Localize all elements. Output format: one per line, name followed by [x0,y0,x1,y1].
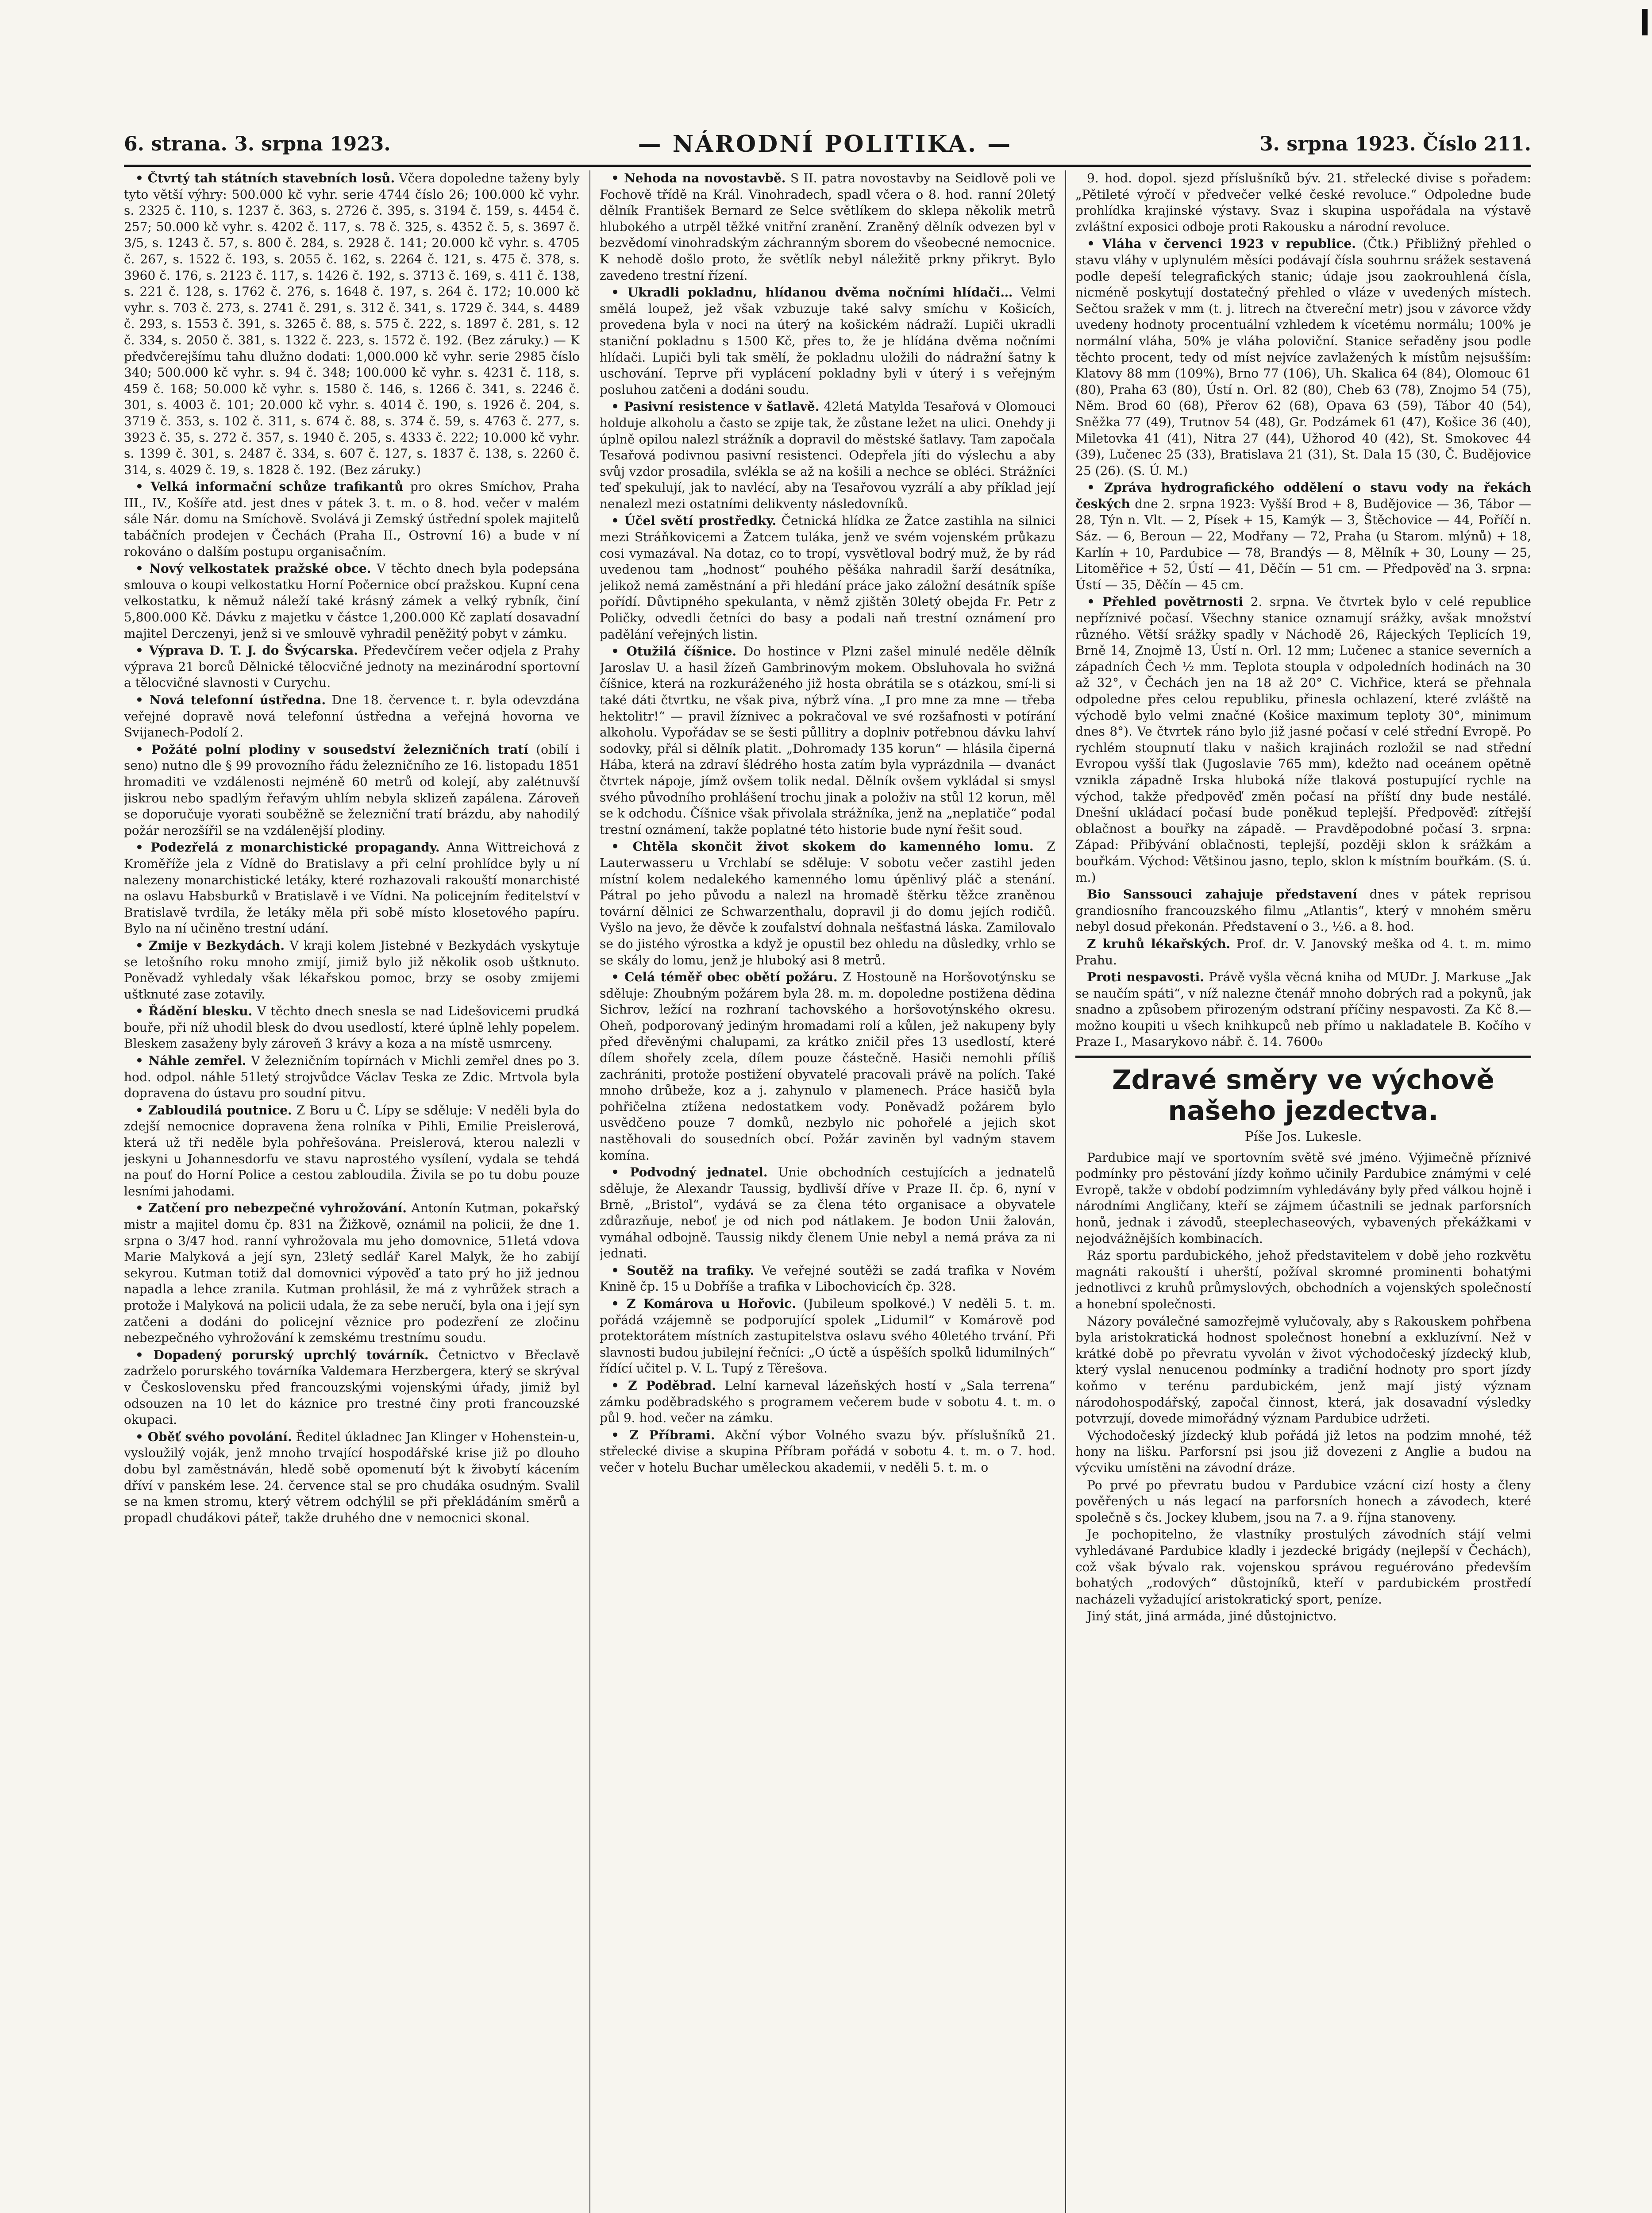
article-body: S II. patra novostavby na Seidlově poli ve Fochově třídě na Král. Vinohradech, spadl včera o 8. hod. ranní 20letý dělník František Bernard ze Selce světlíkem do sklepa několik metrů hlubokého a utrpěl těžké vnitřní zranění. Zraněný dělník odvezen byl v bezvědomí vinohradským záchranným sborem do všeobecné nemocnice. K nehodě došlo proto, že světlík nebyl náležitě prkny přikryt. Bylo zavedeno trestní řízení. [600,171,1055,283]
article-body: Lelní karneval lázeňských hostí v „Sala terrena“ zámku poděbradského s programem večerem bude v sobotu 4. t. m. o půl 9. hod. večer na zámku. [600,1378,1055,1426]
article [124,1053,580,1102]
article-headline: • Náhle zemřel. [135,1053,246,1068]
article-headline: Z kruhů lékařských. [1087,936,1231,951]
article-body: pro okres Smíchov, Praha III., IV., Košíře atd. jest dnes v pátek 3. t. m. o 8. hod. večer v malém sále Nár. domu na Smíchově. Svolává ji Zemský ústřední spolek majitelů tabáčních prodejen v Čechách (Praha II., Ostrovní 16) a bude v ní rokováno o dalším postupu organisačním. [124,479,580,559]
article [600,839,1055,968]
feature-author: Píše Jos. Lukesle. [1244,1129,1362,1145]
feature-body [1075,1150,1531,1625]
article-headline: • Z Příbrami. [611,1427,715,1442]
article-headline: • Zatčení pro nebezpečné vyhrožování. [135,1201,407,1216]
column-3-news [1075,170,1531,1050]
article-headline: • Nehoda na novostavbě. [611,171,786,185]
article-body: Unie obchodních cestujících a jednatelů sděluje, že Alexandr Taussig, bydlivší dříve v Praze II. čp. 6, nyní v Brně, „Bristol“, vydává se za člena této organisace a obyvatele zdůrazňuje, neboť je od nich pod nátlakem. Je bodon Unii žalován, vymáhal odbojně. Taussig nikdy členem Unie nebyl a nemá práva za ni jednati. [600,1165,1055,1261]
article-headline: • Zabloudilá poutnice. [135,1103,292,1118]
article-body: V železničním topírnách v Michli zemřel dnes po 3. hod. odpol. náhle 51letý strojvůdce Václav Teska ze Zdic. Mrtvola byla dopravena do ústavu pro soudní pitvu. [124,1053,580,1101]
article-body: (obilí i seno) nutno dle § 99 provozního řádu železničního ze 16. listopadu 1851 hromaditi ve vzdálenosti nejméně 60 metrů od kolejí, aby zalétnuvší jiskrou nebo spadlým řeřavým uhlím nebyla sklizeň zapálena. Zároveň se doporučuje vyorati souběžně se železniční tratí brázdu, aby nahodilý požár nerozšířil se na vzdálenější plodiny. [124,742,580,838]
article [124,1003,580,1052]
article-body: Antonín Kutman, pokařský mistr a majitel domu čp. 831 na Žižkově, oznámil na policii, že dne 1. srpna o 3/47 hod. ranní vyhrožovala mu jeho domovnice, 51letá vdova Marie Malyková a její syn, 23letý sedlář Karel Malyk, že ho zabijí sekyrou. Kutman totiž dal domovnici výpověď a tato prý ho již jednou napadla a lehce zranila. Kutman prohlásil, že má z vyhrůžek strach a protože i Malyková na policii udala, že za sebe neručí, byla ona i její syn zatčeni a dodáni do policejní věznice pro podezření ze zločinu nebezpečného vyhrožování k zemskému trestnímu soudu. [124,1201,580,1346]
article-headline: • Čtvrtý tah státních stavebních losů. [135,171,395,185]
article [600,969,1055,1164]
article [600,1263,1055,1295]
article-headline: • Účel světí prostředky. [611,513,777,528]
feature-paragraph: Po prvé po převratu budou v Pardubice vzácní cizí hosty a členy pověřených u nás legací na parforsních honech a závodech, které společně s čs. Jockey klubem, jsou na 7. a 9. října stanoveny. [1075,1477,1531,1525]
article [600,1427,1055,1476]
article-body: 9. hod. dopol. sjezd příslušníků býv. 21. střelecké divise s pořadem: „Pětileté výročí v předvečer velké české revoluce.“ Odpoledne bude prohlídka krajinské výstavy. Svaz i skupina uspořádala na výstavě zvláštní exposici odboje proti Rakousku a národní revoluce. [1075,171,1531,234]
article [600,1164,1055,1262]
article-headline: • Nová telefonní ústředna. [135,693,326,707]
article-headline: • Chtěla skončit život skokem do kamenného lomu. [611,839,1034,854]
page-header [124,128,1531,159]
header-right: 3. srpna 1923. Číslo 211. [1259,132,1531,155]
page-edge-mark [1642,9,1648,35]
article-body: Četnictvo v Břeclavě zadrželo porurského továrníka Valdemara Herzbergera, který se skrýval v Československu před francouzskými vojenskými úřady, jimiž byl odsouzen na 10 let do káznice pro trestné činy proti francouzské okupaci. [124,1347,580,1427]
article-headline: • Podezřelá z monarchistické propagandy. [135,840,440,855]
article-headline: • Pasivní resistence v šatlavě. [611,399,820,414]
column-3 [1075,170,1531,2213]
article-headline: • Zpráva hydrografického oddělení o stavu vody na řekách českých [1075,480,1531,511]
column-2 [600,170,1055,2213]
feature-paragraph: Východočeský jízdecký klub pořádá již letos na podzim mnohé, též hony na lišku. Parforsní psi jsou již dovezeni z Anglie a budou na výcviku umístěni na závodní dráze. [1075,1428,1531,1475]
article-body: Ve veřejné soutěži se zadá trafika v Novém Knině čp. 15 u Dobříše a trafika v Libochovicích čp. 328. [600,1263,1055,1294]
article-body: Dne 18. července t. r. byla odevzdána veřejné dopravě nová telefonní ústředna a veřejná hovorna ve Svijanech-Podolí 2. [124,693,580,740]
article-headline: • Výprava D. T. J. do Švýcarska. [135,643,358,658]
article-body: Z Boru u Č. Lípy se sděluje: V neděli byla do zdejší nemocnice dopravena žena rolníka v Pihli, Emilie Preislerová, která už tři neděle byla pohřešována. Preislerová, kterou nalezli v jeskyni u Johannesdorfu ve stavu naprostého vysílení, vydala se tehdá na pouť do Horní Police a cestou zabloudila. Živila se po tu dobu pouze lesními jahodami. [124,1103,580,1199]
article-body: Právě vyšla věcná kniha od MUDr. J. Markuse „Jak se naučím spáti“, v níž nalezne čtenář mnoho dobrých rad a pokynů, jak snadno a způsobem přirozeným odstraní příčiny nespavosti. Za Kč 8.— možno koupiti u všech knihkupců neb přímo u nakladatele B. Kočího v Praze I., Masarykovo nábř. č. 14. 7600₀ [1075,970,1531,1049]
article-headline: Bio Sanssouci zahajuje představení [1087,887,1357,902]
feature-paragraph: Jiný stát, jiná armáda, jiné důstojnictvo. [1087,1609,1337,1624]
article-headline: • Nový velkostatek pražské obce. [135,561,371,576]
article [600,513,1055,643]
feature-rule [1075,1056,1531,1058]
article [124,479,580,560]
article-headline: • Vláha v červenci 1923 v republice. [1087,236,1356,251]
column-divider [589,170,590,2213]
article-headline: • Celá téměř obec obětí požáru. [611,970,838,985]
article-body: V těchto dnech byla podepsána smlouva o koupi velkostatku Horní Počernice obcí pražskou. Kupní cena velkostatku, k němuž náleží také krásný zámek a velký rybník, činí 5,800.000 Kč. Dávku z majetku v částce 1,200.000 Kč zaplatí dosavadní majitel Derczenyi, jenž si ve smlouvě vyhradil peněžitý pobyt v zámku. [124,561,580,641]
article [124,692,580,741]
article-body: V těchto dnech snesla se nad Lidešovicemi prudká bouře, při níž uhodil blesk do dvou usedlostí, které úplně lehly popelem. Bleskem zasaženy byly zároveň 3 krávy a koza a na místě usmrceny. [124,1004,580,1051]
article-body: 42letá Matylda Tesařová v Olomouci holduje alkoholu a často se zpije tak, že zůstane ležet na ulici. Onehdy ji úplně opilou nalezl strážník a dopravil do městské šatlavy. Tam započala Tesařová podivnou pasivní resistenci. Odepřela jíti do výslechu a aby svůj vzdor prosadila, svlékla se až na košili a nechce se obléci. Strážníci teď spekulují, jak to navlécí, aby na Tesařovou vyzrálí a aby příklad její nenalezl mezi ostatními delikventy následovníků. [600,399,1055,511]
article [1075,170,1531,235]
article-body: (Čtk.) Přibližný přehled o stavu vláhy v uplynulém měsíci podávají čísla souhrnu srážek sestavená podle depeší telegrafických stanic; údaje jsou zaokrouhlená čísla, nicméně poskytují dostatečný přehled o vláze v uvedených místech. Sečtou sražek v mm (t. j. litrech na čtvereční metr) jsou v závorce vždy uvedeny hodnoty procentuální vzhledem k vícetému normálu; 100% je normální vláha, 50% je vláha poloviční. Stanice seřaděny jsou podle těchto procent, tedy od míst nejvíce zavlažených k místům nejsušším: Klatovy 88 mm (109%), Brno 77 (106), Uh. Skalica 64 (84), Olomouc 61 (80), Praha 63 (80), Ústí n. Orl. 82 (80), Cheb 63 (78), Znojmo 54 (75), Něm. Brod 60 (68), Přerov 62 (68), Opava 63 (59), Tábor 40 (54), Sněžka 77 (49), Trutnov 54 (48), Gr. Podzámek 61 (47), Košice 36 (40), Miletovka 41 (41), Nitra 27 (44), Užhorod 40 (42), St. Smokovec 44 (39), Lučenec 25 (33), Bratislava 21 (31), St. Dala 15 (30, Č. Budějovice 25 (26). (S. Ú. M.) [1075,236,1531,478]
article [600,399,1055,512]
article-headline: • Velká informační schůze trafikantů [135,479,404,494]
article-headline: Proti nespavosti. [1087,970,1205,985]
article-headline: • Z Komárova u Hořovic. [611,1296,797,1311]
article-body: 2. srpna. Ve čtvrtek bylo v celé republice nepříznivé počasí. Všechny stanice oznamují srážky, avšak množství různého. Větší srážky spadly v Náchodě 26, Rájeckých Teplicích 19, Brně 14, Znojmě 13, Ústí n. Orl. 12 mm; Lučenec a stanice severních a západních Čech ½ mm. Teplota stoupla v odpoledních hodinách na 30 až 32°, v Čechách jen na 18 až 20° C. Vichřice, která se přehnala odpoledne přes celou republiku, přinesla ochlazení, které zvláště na východě bylo velmi značné (Košice maximum teploty 30°, minimum dnes 8°). Ve čtvrtek ráno bylo již jasné počasí v celé střední Evropě. Po rychlém stoupnutí tlaku v našich krajinách rozložil se nad střední Evropou vyšší tlak (Jugoslavie 765 mm), kdežto nad oceánem opětně vznikla západně Irska hluboká níže tlaková postupující rychle na východ, takže předpověď změn počasí na příští dny bude nestálé. Dnešní ukládací počasí bude poněkud teplejší. Předpověď: zítřejší oblačnost a bouřky na západě. — Pravděpodobné počasí 3. srpna: Západ: Přibývání oblačnosti, teplejší, později sklon k srážkám a bouřkám. Východ: Většinou jasno, teplo, sklon k místním bouřkám. (S. ú. m.) [1075,594,1531,885]
header-rule [124,165,1531,167]
article [124,1200,580,1346]
article-body: Předevčírem večer odjela z Prahy výprava 21 borců Dělnické tělocvičné jednoty na mezinárodní sportovní a tělocvičné slavnosti v Curychu. [124,643,580,690]
article-body: Z Lauterwasseru u Vrchlabí se sděluje: V sobotu večer zastihl jeden místní kolem nedalekého kamenného lomu úpěnlivý pláč a stenání. Pátral po jeho původu a nalezl na hromadě štěrku těžce zraněnou tovární dělnici ze Schwarzenthalu, dopravil ji do domu jejích rodičů. Vyšlo na jevo, že děvče k zoufalství dohnala nešťastná láska. Zamilovalo se do jistého výrostka a když je opustil bez ohledu na důsledky, vrhlo se se skály do lomu, jenž je hluboký asi 8 metrů. [600,839,1055,968]
article-body: Anna Wittreichová z Kroměříže jela z Vídně do Bratislavy a při celní prohlídce byly u ní nalezeny monarchistické letáky, které rozhazovali rakouští monarchisté na oslavu Habsburků v Bratislavě i ve Vídni. Na policejním ředitelství v Bratislavě tvrdila, že letáky měla při sobě místo klosetového papíru. Bylo na ní učiněno trestní udání. [124,840,580,936]
article [600,1378,1055,1426]
article-body: Včera dopoledne taženy byly tyto větší výhry: 500.000 kč vyhr. serie 4744 číslo 26; 100.000 kč vyhr. s. 2325 č. 110, s. 1237 č. 363, s. 2726 č. 395, s. 3194 č. 159, s. 4454 č. 257; 50.000 kč vyhr. s. 4202 č. 117, s. 78 č. 325, s. 4352 č. 5, s. 3697 č. 3/5, s. 1243 č. 57, s. 800 č. 284, s. 2928 č. 141; 20.000 kč vyhr. s. 4705 č. 267, s. 1522 č. 193, s. 2055 č. 162, s. 2264 č. 121, s. 475 č. 378, s. 3960 č. 176, s. 2123 č. 117, s. 1426 č. 192, s. 3713 č. 169, s. 411 č. 138, s. 221 č. 128, s. 1762 č. 276, s. 1648 č. 197, s. 264 č. 172; 10.000 kč vyhr. s. 703 č. 273, s. 2741 č. 291, s. 312 č. 341, s. 1729 č. 344, s. 4489 č. 293, s. 1553 č. 391, s. 3265 č. 88, s. 575 č. 222, s. 1897 č. 281, s. 12 č. 334, s. 2050 č. 381, s. 1322 č. 223, s. 1572 č. 192. (Bez záruky.) — K předvčerejšímu tahu dlužno dodati: 1,000.000 kč vyhr. serie 2985 číslo 340; 500.000 kč vyhr. s. 94 č. 348; 100.000 kč vyhr. s. 4231 č. 118, s. 459 č. 168; 50.000 kč vyhr. s. 1580 č. 146, s. 1266 č. 341, s. 2246 č. 301, s. 4003 č. 101; 20.000 kč vyhr. s. 4014 č. 190, s. 1926 č. 204, s. 3719 č. 353, s. 102 č. 311, s. 674 č. 88, s. 374 č. 59, s. 4763 č. 277, s. 3923 č. 35, s. 272 č. 357, s. 1940 č. 205, s. 4333 č. 222; 10.000 kč vyhr. s. 1399 č. 301, s. 2487 č. 334, s. 607 č. 127, s. 1837 č. 138, s. 2260 č. 314, s. 4029 č. 19, s. 1828 č. 192. (Bez záruky.) [124,171,580,477]
article [600,285,1055,398]
article [600,170,1055,284]
article-body: Prof. dr. V. Janovský meška od 4. t. m. mimo Prahu. [1075,936,1531,968]
column-divider [1065,170,1066,2213]
article [124,840,580,937]
article [600,644,1055,838]
article-headline: • Z Poděbrad. [611,1378,716,1393]
article-headline: • Podvodný jednatel. [611,1165,768,1180]
article-body: (Jubileum spolkové.) V neděli 5. t. m. pořádá vzájemně se podporující spolek „Lidumil“ v Komárově pod protektorátem místních zastupitelstva oslavu svého 40letého trvání. Při slavnosti budou jubilejní řečníci: „O úctě a úspěších spolků lidumilných“ řídící učitel p. V. L. Tupý z Těrešova. [600,1296,1055,1376]
article [124,742,580,839]
column-1 [124,170,580,2213]
article-headline: • Dopadený porurský uprchlý továrník. [135,1347,429,1362]
article [124,643,580,691]
article-body: Do hostince v Plzni zašel minulé neděle dělník Jaroslav U. a hasil žízeň Gambrinovým mokem. Obsluhovala ho svižná číšnice, která na rozkuráženého již hosta obrátila se s otázkou, smí-li si také dáti čtvrtku, ne však piva, nýbrž vína. „I pro mne za mne — třeba hektolitr!“ — pravil žíznivec a pokračoval ve své rozšafnosti v potírání alkoholu. Vypořádav se se šesti půllitry a doplniv potřebnou dávku lahví sodovky, přál si dělník platit. „Dohromady 135 korun“ — hlásila čiperná Hába, která na zdraví šlédrého hosta zatím byla vyprázdnila — dvanáct čtvrtek nápoje, jímž ovšem tolik nedal. Dělník ovšem vykládal si smysl svého původního prohlášení trochu jinak a položiv na stůl 12 korun, měl se k odchodu. Číšnice však přivolala strážníka, jenž na „neplatiče“ podal trestní oznámení, takže poplatné této historie bude nyní řešit soud. [600,644,1055,837]
article [600,1296,1055,1377]
article-headline: • Zmije v Bezkydách. [135,938,285,953]
article-body: Ředitel úkladnec Jan Klinger v Hohenstein-u, vysloužilý voják, jenž mnoho trvající hospodářské krise již po dlouho dobu byl zaměstnáván, hledě sobě opomenutí být k živobytí kácením dříví v panském lese. 24. července stal se pro chudáka osudným. Svalil se na kmen stromu, který větrem odchýlil se při překládáním směrů a propadl chudákovi páteř, takže druhého dne v nemocnici skonal. [124,1429,580,1525]
article-body: Z Hostouně na Horšovotýnsku se sděluje: Zhoubným požárem byla 28. m. m. dopoledne postižena dědina Sichrov, ležící na rozhraní tachovského a horšovotýnského okresu. Oheň, podporovaný jediným hromadami rolí a kůlen, jež nakupeny byly před dřevěnými chalupami, za krátko zničil přes 13 usedlostí, které dílem shořely zcela, dílem pouze částečně. Hasiči nemohli příliš zachrániti, protože postižení obyvatelé pracovali právě na polích. Také mnoho drůbeže, koz a j. zahynulo v plamenech. Práce hasičů byla pohřičelna ztížena nedostatkem vody. Poněvadž požárem bylo usvědčeno pouze 7 domků, nezbylo nic pohořelé a jejich skot nastěhovali do sousedních obcí. Požár zaviněn byl vadným stavem komína. [600,970,1055,1163]
article [1075,936,1531,968]
article [1075,236,1531,479]
article-headline: • Řádění blesku. [135,1004,253,1019]
article [124,561,580,642]
article [1075,480,1531,593]
feature-paragraph: Pardubice mají ve sportovním světě své jméno. Výjimečně příznivé podmínky pro pěstování jízdy koňmo učinily Pardubice známými v celé Evropě, takže v období podzimním vyhledávány byly před válkou hojně i národními Angličany, kteří se zájmem účastnili se jednak parforsních honů, jednak i závodů, steeplechaseových, vybavených překážkami v nejodvážnějších kombinacích. [1075,1150,1531,1246]
article [124,1429,580,1527]
article-headline: • Soutěž na trafiky. [611,1263,755,1278]
article [1075,594,1531,886]
article-body: dnes v pátek reprisou grandiosního francouzského filmu „Atlantis“, který v mnohém směru nebyl dosud překonán. Představení o 3., ½6. a 8. hod. [1075,887,1531,934]
masthead-title: — NÁRODNÍ POLITIKA. — [638,130,1013,158]
article-headline: • Požáté polní plodiny v sousedství železničních tratí [135,742,528,757]
article-body: dne 2. srpna 1923: Vyšší Brod + 8, Budějovice — 36, Tábor — 28, Týn n. Vlt. — 2, Písek + 15, Kamýk — 3, Štěchovice — 44, Poříčí n. Sáz. — 6, Beroun — 22, Modřany — 72, Praha (u Starom. mlýnů) + 18, Karlín + 10, Pardubice — 78, Brandýs — 8, Mělník + 30, Louny — 25, Litoměřice + 52, Ústí — 41, Děčín — 51 cm. — Předpověď na 3. srpna: Ústí — 35, Děčín — 45 cm. [1075,496,1531,592]
article-headline: • Ukradli pokladnu, hlídanou dvěma nočními hlídači… [611,285,1013,300]
article-body: Velmi smělá loupež, jež však vzbuzuje také salvy smíchu v Košicích, provedena byla v noci na úterý na košickém nádraží. Lupiči ukradli staniční pokladnu s 1500 Kč, přes to, že je hlídána dvěma nočními hlídači. Lupiči byli tak smělí, že pokladnu uložili do nádražní šatny k uschování. Teprve při vyplácení pokladny byli v úterý i s veřejným posluhou zatčeni a dodáni soudu. [600,285,1055,397]
article [124,170,580,478]
feature-title: Zdravé směry ve výchově našeho jezdectva. [1112,1064,1494,1127]
article-body: Akční výbor Volného svazu býv. příslušníků 21. střelecké divise a skupina Příbram pořádá v sobotu 4. t. m. o 7. hod. večer v hotelu Buchar uměleckou akademii, v neděli 5. t. m. o [600,1427,1055,1475]
article [124,1103,580,1200]
article [1075,887,1531,935]
feature-paragraph: Ráz sportu pardubického, jehož představitelem v době jeho rozkvětu magnáti rakouští i uherští, požíval skromné prominenti bohatými jednotlivci z kruhů průmyslových, obchodních a vojenských společností a honební společnosti. [1075,1248,1531,1311]
article [124,1347,580,1428]
feature-paragraph: Je pochopitelno, že vlastníky prostulých závodních stájí velmi vyhledávané Pardubice kladly i jezdecké brigády (nejlepší v Čechách), což však bývalo rak. vojenskou správou reguérováno především bohatých „rodových“ důstojníků, kteří v pardubickém prostředí nacházeli vyžadující aristokratický sport, peníze. [1075,1527,1531,1607]
article [1075,969,1531,1050]
header-left: 6. strana. 3. srpna 1923. [124,132,391,155]
article-headline: • Otužilá číšnice. [611,644,737,659]
article [124,938,580,1002]
feature-paragraph: Názory poválečné samozřejmě vylučovaly, aby s Rakouskem pohřbena byla aristokratická hodnost společnost honební a exkluzívní. Než v krátké době po převratu vyvolán v život východočeský jízdecký klub, který vyslal nenucenou podmínky a tradiční hodnoty pro sport jízdy koňmo v terénu pardubickém, jenž mají jistý význam národohospodářský, započal činnost, která, jak dosavadní výsledky potvrzují, dovede mimořádný význam Pardubice udržeti. [1075,1314,1531,1426]
article-body: V kraji kolem Jistebné v Bezkydách vyskytuje se letošního roku mnoho zmijí, jimiž bylo již několik osob uštknuto. Poněvadž vyhledaly však lékařskou pomoc, brzy se osoby zmijemi uštknuté zase zotavily. [124,938,580,1002]
article-headline: • Oběť svého povolání. [135,1429,292,1444]
article-body: Četnická hlídka ze Žatce zastihla na silnici mezi Stráňkovicemi a Žatcem tuláka, jenž ve svém vojenském průkazu cosi vymazával. Na dotaz, co to tropí, vysvětloval bodrý muž, že by rád uvedenou tam „hodnost“ pouhého pěšáka nahradil šarží desátníka, jelikož nemá zaměstnání a při hledání práce jako záložní desátník spíše pořídí. Důvtipného spekulanta, v němž zjištěn 30letý obejda Fr. Petr z Poličky, odvedli četníci do basy a podali naň trestní oznámení pro padělání veřejných listin. [600,513,1055,642]
article-headline: • Přehled povětrnosti [1087,594,1244,609]
